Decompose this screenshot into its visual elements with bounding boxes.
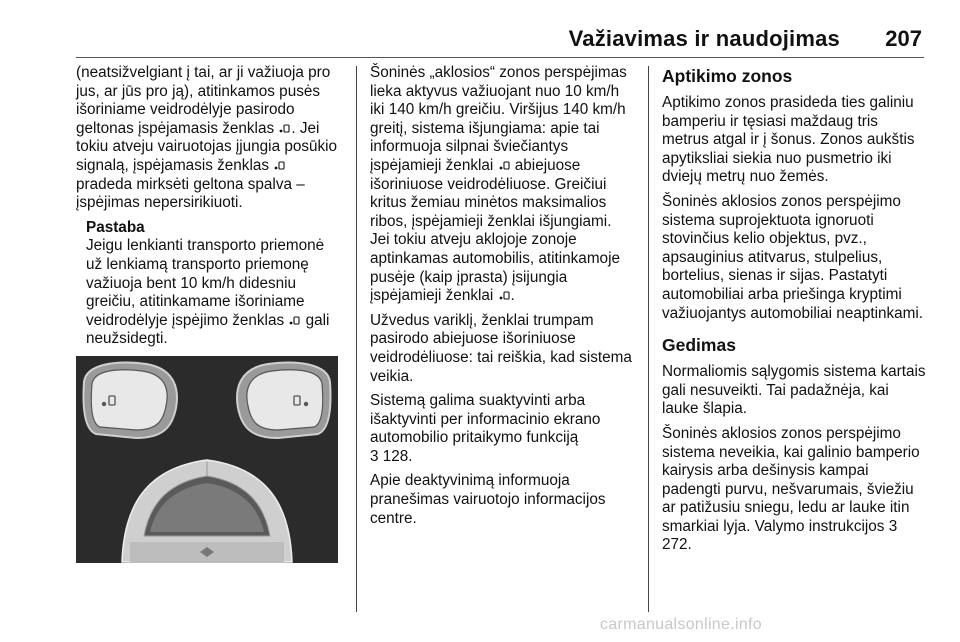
note-block — [86, 219, 344, 349]
column-2 — [370, 64, 634, 534]
watermark: carmanualsonline.info — [600, 616, 762, 633]
paragraph: Šoninės aklosios zonos perspėjimo sistema suprojektuota ignoruoti stovinčius kelio objektus, pvz., apsauginius atitvarus, stulpelius, bortelius, sienas ir sijas. Pastatyti automobiliai arba priešinga kryptimi važiuojantys automobiliai neaptinkami. — [662, 192, 924, 322]
column-divider-2 — [648, 66, 649, 612]
section-heading: Gedimas — [662, 335, 736, 356]
column-3 — [662, 64, 928, 561]
paragraph: Apie deaktyvinimą informuoja pranešimas vairuotojo informacijos centre. — [370, 472, 606, 527]
header-divider — [76, 57, 924, 58]
paragraph: Normaliomis sąlygomis sistema kartais gali nesuveikti. Tai padažnėja, kai lauke šlapia. — [662, 363, 926, 418]
text-run: pradeda mirksėti geltona spalva – įspėjimas nepersirikiuoti. — [76, 175, 305, 212]
side-blind-zone-warning-icon — [289, 316, 300, 326]
text-run: Šoninės „aklosios“ zonos perspėjimas lieka aktyvus važiuojant nuo 10 km/h iki 140 km/h greičiu. Viršijus 140 km/h greitį, sistema išjungiama: apie tai informuoja silpnai šviečiantys įspėjamieji ženklai — [370, 64, 627, 174]
column-1 — [76, 64, 344, 349]
section-heading: Aptikimo zonos — [662, 66, 793, 86]
mirrors-and-car-drawing — [76, 356, 338, 563]
paragraph — [76, 64, 344, 213]
text-run: Šoninės aklosios zonos perspėjimo sistema neveikia, kai galinio bamperio kairysis arba dešinysis kampai padengti purvu, nešvarumais, šviežiu ar patižusiu sniegu, ledu ar lauke itin smarkiai lyja. Valymo instrukcijos — [662, 424, 920, 535]
text-run: gali neužsidegti. — [86, 311, 330, 348]
column-divider-1 — [356, 66, 357, 612]
note-body — [86, 237, 344, 349]
text-run: abiejuose išoriniuose veidrodėliuose. Greičiui kritus žemiau minėtos maksimalios ribos, įspėjamieji ženklai išjungiami. Jei tokiu atveju aklojoje zonoje aptinkamas automobilis, atitinkamoje pusėje (kaip įprasta) įsijungia įspėjamieji ženklai — [370, 156, 620, 305]
paragraph — [370, 64, 634, 306]
note-title: Pastaba — [86, 218, 145, 236]
page-reference-link[interactable]: 3 272. — [662, 517, 898, 554]
side-blind-zone-warning-icon — [499, 161, 510, 171]
page-reference-link[interactable]: 3 128. — [370, 447, 413, 465]
paragraph: Užvedus variklį, ženklai trumpam pasirodo abiejuose išoriniuose veidrodėliuose: tai reiškia, kad sistema veikia. — [370, 311, 632, 385]
paragraph: Aptikimo zonos prasideda ties galiniu bamperiu ir tęsiasi maždaug tris metrus atgal ir į šonus. Zonos aukštis apytiksliai siekia nuo pusmetrio iki dviejų metrų nuo žemės. — [662, 94, 915, 186]
text-run: . Jei tokiu atveju vairuotojas įjungia posūkio signalą, įspėjamasis ženklas — [76, 119, 338, 174]
running-header-title: Važiavimas ir naudojimas — [568, 26, 840, 51]
text-run: (neatsižvelgiant į tai, ar ji važiuoja pro jus, ar jūs pro ją), atitinkamos pusės išoriniame veidrodėlyje pasirodo geltonas įspėjamasis ženklas — [76, 64, 331, 137]
side-blind-zone-warning-icon — [274, 161, 285, 171]
side-mirrors-illustration — [76, 356, 338, 563]
paragraph — [662, 425, 928, 555]
page-number: 207 — [885, 26, 922, 51]
side-blind-zone-warning-icon — [279, 124, 290, 134]
side-blind-zone-warning-icon — [499, 291, 510, 301]
text-run: Sistemą galima suaktyvinti arba išaktyvinti per informacinio ekrano automobilio pritaikymo funkciją — [370, 392, 601, 447]
text-run: Jeigu lenkianti transporto priemonė už lenkiamą transporto priemonę važiuoja bent 10 km/h didesniu greičiu, atitinkamame išoriniame veidrodėlyje įspėjimo ženklas — [86, 237, 325, 329]
text-run: . — [510, 287, 515, 305]
paragraph — [370, 392, 634, 466]
